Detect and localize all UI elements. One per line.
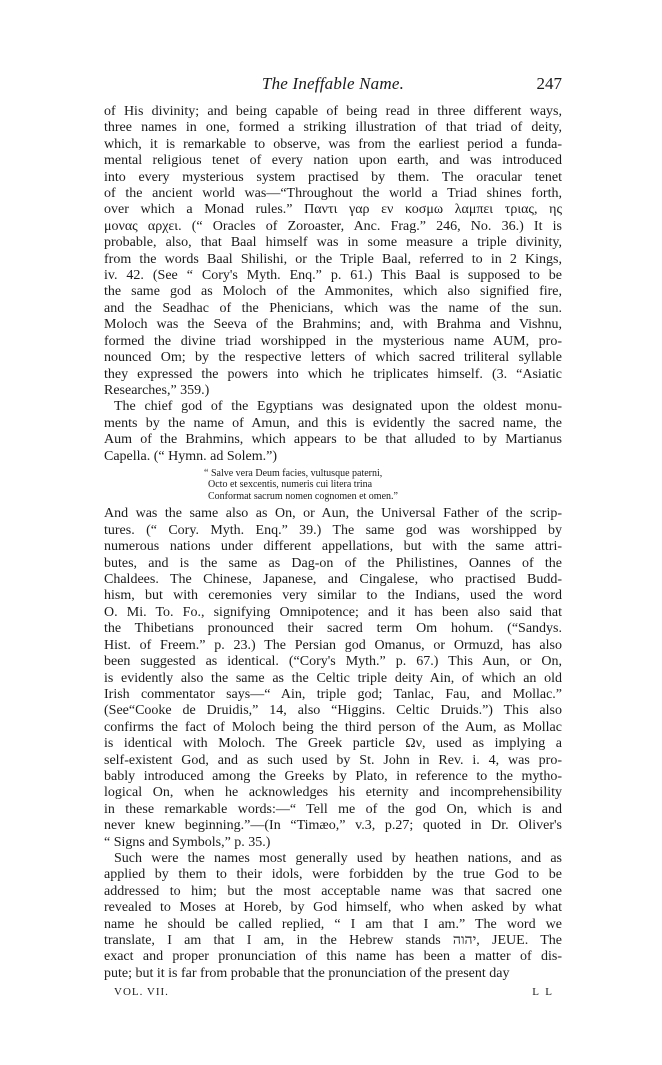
latin-verse-quote bbox=[204, 468, 562, 503]
paragraph-2 bbox=[104, 399, 562, 465]
text-line: logical On, when he acknowledges his eternity and incomprehensibility bbox=[104, 785, 562, 801]
text-line: which, it is remarkable to observe, was from the earliest period a funda- bbox=[104, 136, 562, 152]
text-line: confirms the fact of Moloch being the third person of the Aum, as Mollac bbox=[104, 719, 562, 735]
text-line: mental religious tenet of every nation upon earth, and was introduced bbox=[104, 153, 562, 169]
text-line: Moloch was the Seeva of the Brahmins; and, with Brahma and Vishnu, bbox=[104, 317, 562, 333]
text-line: of the ancient world was—“Throughout the world a Triad shines forth, bbox=[104, 186, 562, 202]
text-line: O. Mi. To. Fo., signifying Omnipotence; and it has been also said that bbox=[104, 604, 562, 620]
text-line: “ Signs and Symbols,” p. 35.) bbox=[104, 834, 271, 850]
text-line: probable, also, that Baal himself was in some measure a triple divinity, bbox=[104, 235, 562, 251]
text-line: exact and proper pronunciation of this name has been a matter of dis- bbox=[104, 949, 562, 965]
text-line: they expressed the powers into which he triplicates himself. (3. “Asiatic bbox=[104, 366, 562, 382]
quote-line: Conformat sacrum nomen cognomen et omen.” bbox=[208, 490, 398, 502]
text-line: hism, but with ceremonies very similar to the Indians, used the word bbox=[104, 588, 562, 604]
body-text bbox=[104, 104, 562, 982]
paragraph-1 bbox=[104, 104, 562, 399]
text-line: (See“Cooke de Druidis,” 14, also “Higgins. Celtic Druids.”) This also bbox=[104, 703, 562, 719]
text-line: The chief god of the Egyptians was designated upon the oldest monu- bbox=[114, 399, 562, 415]
text-line: μονας αρχει. (“ Oracles of Zoroaster, Anc. Frag.” 246, No. 36.) It is bbox=[104, 218, 562, 234]
text-line: numerous nations under different appellations, but with the same attri- bbox=[104, 539, 562, 555]
page-number: 247 bbox=[536, 74, 562, 93]
text-line: in these remarkable words:—“ Tell me of the god On, which is and bbox=[104, 801, 562, 817]
text-line: Hist. of Freem.” p. 23.) The Persian god Omanus, or Ormuzd, has also bbox=[104, 637, 562, 653]
text-line: pute; but it is far from probable that the pronunciation of the present day bbox=[104, 965, 510, 981]
text-line: formed the divine triad worshipped in the mysterious name AUM, pro- bbox=[104, 333, 562, 349]
text-line: into every mysterious system practised by them. The oracular tenet bbox=[104, 169, 562, 185]
text-line: the same god as Moloch of the Ammonites, which also signified fire, bbox=[104, 284, 562, 300]
text-line: butes, and is the same as Dag-on of the Philistines, Oannes of the bbox=[104, 555, 562, 571]
text-line: name he should be called replied, “ I am that I am.” The word we bbox=[104, 916, 562, 932]
text-line: iv. 42. (See “ Cory's Myth. Enq.” p. 61.) This Baal is supposed to be bbox=[104, 268, 562, 284]
printer-signature-mark: L L bbox=[532, 986, 554, 999]
text-line: been suggested as identical. (“Cory's Myth.” p. 67.) This Aun, or On, bbox=[104, 654, 562, 670]
text-line: bably introduced among the Greeks by Plato, in reference to the mytho- bbox=[104, 768, 562, 784]
text-line: never knew beginning.”—(In “Timæo,” v.3, p.27; quoted in Dr. Oliver's bbox=[104, 818, 562, 834]
text-line: of His divinity; and being capable of being read in three different ways, bbox=[104, 104, 562, 119]
text-line: And was the same also as On, or Aun, the Universal Father of the scrip- bbox=[104, 506, 562, 522]
text-line: translate, I am that I am, in the Hebrew stands יהוה, JEUE. The bbox=[104, 933, 562, 948]
text-line: Capella. (“ Hymn. ad Solem.”) bbox=[104, 448, 278, 464]
text-line: Such were the names most generally used by heathen nations, and as bbox=[114, 850, 562, 866]
text-line: applied by them to their idols, were forbidden by the true God to be bbox=[104, 867, 562, 883]
text-line: revealed to Moses at Horeb, by God himself, who when asked by what bbox=[104, 900, 562, 916]
text-line: tures. (“ Cory. Myth. Enq.” 39.) The same god was worshipped by bbox=[104, 522, 562, 538]
quote-line: Octo et sexcentis, numeris cui litera trina bbox=[208, 479, 373, 491]
text-line: and the Seadhac of the Phenicians, which was the name of the sun. bbox=[104, 300, 562, 316]
text-line: is identical with Moloch. The Greek particle Ων, used as implying a bbox=[104, 736, 562, 752]
text-line: ments by the name of Amun, and this is evidently the sacred name, the bbox=[104, 415, 562, 431]
text-line: addressed to him; but the most acceptable name was that sacred one bbox=[104, 883, 562, 899]
page-footer bbox=[104, 986, 562, 1000]
text-line: from the words Baal Shilishi, or the Triple Baal, referred to in 2 Kings, bbox=[104, 251, 562, 267]
text-line: over which a Monad rules.” Παντι γαρ εν κοσμω λαμπει τριας, ης bbox=[104, 202, 562, 218]
page-header bbox=[104, 74, 562, 96]
text-line: Researches,” 359.) bbox=[104, 382, 210, 398]
paragraph-3 bbox=[104, 506, 562, 851]
text-line: the Thibetians pronounced their sacred term Om hohum. (“Sandys. bbox=[104, 621, 562, 637]
text-line: self-existent God, and as such used by St. John in Rev. i. 4, was pro- bbox=[104, 752, 562, 768]
text-line: Aum of the Brahmins, which appears to be that alluded to by Martianus bbox=[104, 432, 562, 448]
book-page bbox=[104, 74, 562, 1000]
running-title: The Ineffable Name. bbox=[261, 74, 405, 93]
quote-line: “ Salve vera Deum facies, vultusque paterni, bbox=[204, 467, 383, 479]
text-line: three names in one, formed a striking illustration of that triad of deity, bbox=[104, 120, 562, 136]
volume-signature: VOL. VII. bbox=[114, 986, 169, 999]
text-line: is evidently also the same as the Celtic triple deity Ain, of which an old bbox=[104, 670, 562, 686]
text-line: nounced Om; by the respective letters of which sacred triliteral syllable bbox=[104, 350, 562, 366]
text-line: Irish commentator says—“ Ain, triple god; Tanlac, Fau, and Mollac.” bbox=[104, 686, 562, 702]
text-line: Chaldees. The Chinese, Japanese, and Cingalese, who practised Budd- bbox=[104, 572, 562, 588]
paragraph-4 bbox=[104, 851, 562, 982]
